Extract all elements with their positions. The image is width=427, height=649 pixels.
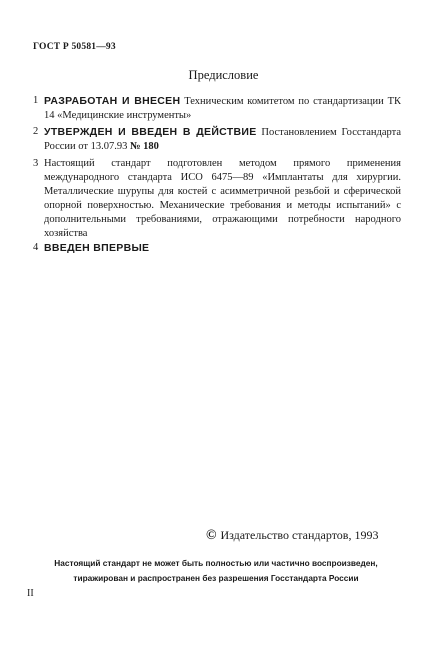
item-lead: РАЗРАБОТАН И ВНЕСЕН (44, 95, 181, 107)
item-number: 2 (33, 126, 39, 137)
list-item (33, 157, 401, 241)
reproduction-notice (25, 556, 407, 586)
item-number: 3 (33, 158, 39, 169)
copyright-line (206, 528, 378, 544)
item-lead: ВВЕДЕН ВПЕРВЫЕ (44, 242, 150, 254)
item-text: Настоящий стандарт подготовлен методом прямого применения международного стандарта ИСО 6475—89 «Имплантаты для хирургии. Металлические шурупы для костей с асимметричной резьбой и сферической опорной поверхностью. Механические требования и методы испытаний» с дополнительными требованиями, отражающими потребности народного хозяйства (44, 158, 401, 239)
list-item (33, 125, 401, 154)
item-text: Постановлением Госстандарта России от 13.07.93 (44, 127, 402, 152)
item-body (44, 125, 401, 154)
list-item (33, 241, 401, 256)
item-number: 4 (33, 242, 39, 253)
item-tail: № 180 (129, 141, 159, 152)
notice-line-2: тиражирован и распространен без разрешения Госстандарта России (73, 573, 359, 583)
item-lead: УТВЕРЖДЕН И ВВЕДЕН В ДЕЙСТВИЕ (44, 126, 257, 138)
item-text: Техническим комитетом по стандартизации ТК 14 «Медицинские инструменты» (44, 96, 401, 121)
item-body (44, 157, 401, 241)
page-number: II (27, 588, 34, 599)
item-number: 1 (33, 95, 39, 106)
notice-line-1: Настоящий стандарт не может быть полностью или частично воспроизведен, (54, 558, 378, 568)
preface-title: Предисловие (188, 68, 259, 82)
list-item (33, 94, 401, 123)
copyright-icon: © (206, 528, 217, 543)
copyright-text: Издательство стандартов, 1993 (220, 528, 379, 542)
item-body (44, 94, 401, 123)
document-code: ГОСТ Р 50581—93 (33, 42, 116, 52)
item-body (44, 241, 401, 256)
